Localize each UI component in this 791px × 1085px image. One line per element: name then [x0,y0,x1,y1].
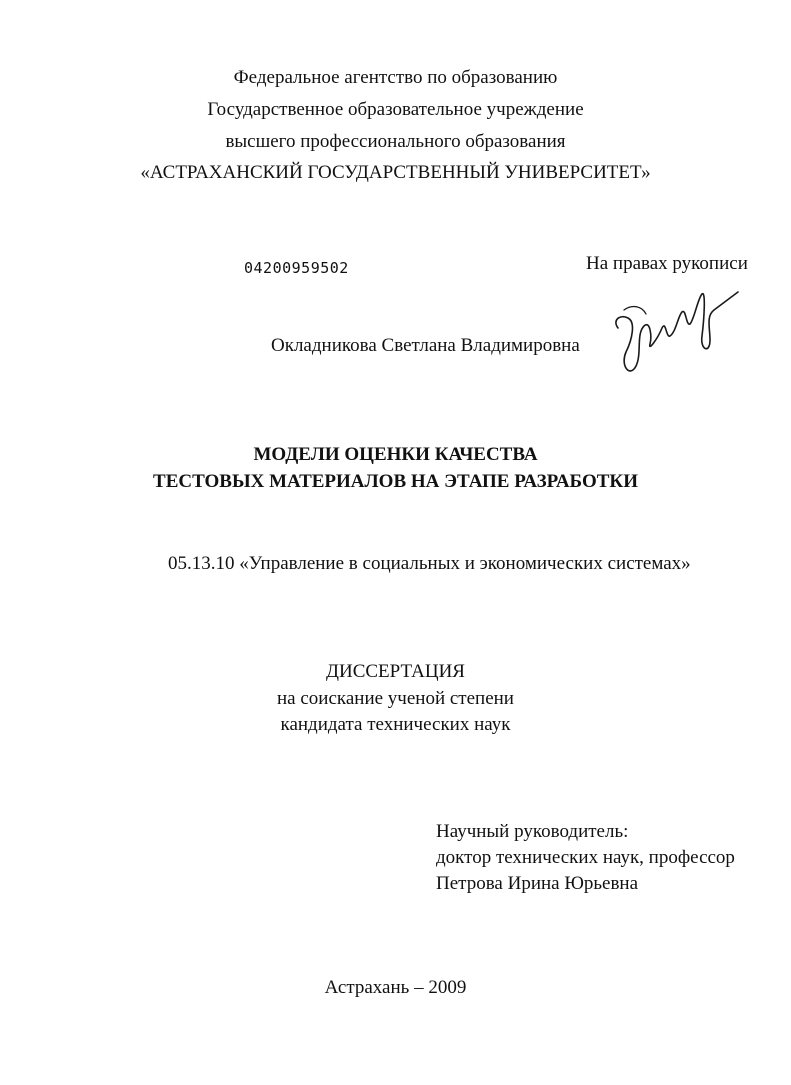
supervisor-name: Петрова Ирина Юрьевна [436,873,639,894]
supervisor-label: Научный руководитель: [436,821,629,842]
city-year: Астрахань – 2009 [324,977,467,998]
work-type-degree: кандидата технических наук [280,714,511,735]
manuscript-note: На правах рукописи [586,253,748,274]
education-level-line: высшего профессионального образования [225,131,566,152]
signature-image [606,280,746,380]
university-name: «АСТРАХАНСКИЙ ГОСУДАРСТВЕННЫЙ УНИВЕРСИТЕТ» [140,162,651,183]
specialty-code: 05.13.10 «Управление в социальных и экономических системах» [168,553,691,574]
registry-number: 04200959502 [244,259,349,277]
dissertation-title-line1: МОДЕЛИ ОЦЕНКИ КАЧЕСТВА [253,444,538,465]
institution-type-line: Государственное образовательное учреждение [207,99,584,120]
work-type-purpose: на соискание ученой степени [277,688,514,709]
author-name: Окладникова Светлана Владимировна [271,335,580,356]
work-type-label: ДИССЕРТАЦИЯ [326,661,465,682]
agency-line: Федеральное агентство по образованию [233,67,558,88]
supervisor-title: доктор технических наук, профессор [436,847,735,868]
dissertation-title-line2: ТЕСТОВЫХ МАТЕРИАЛОВ НА ЭТАПЕ РАЗРАБОТКИ [153,471,638,492]
